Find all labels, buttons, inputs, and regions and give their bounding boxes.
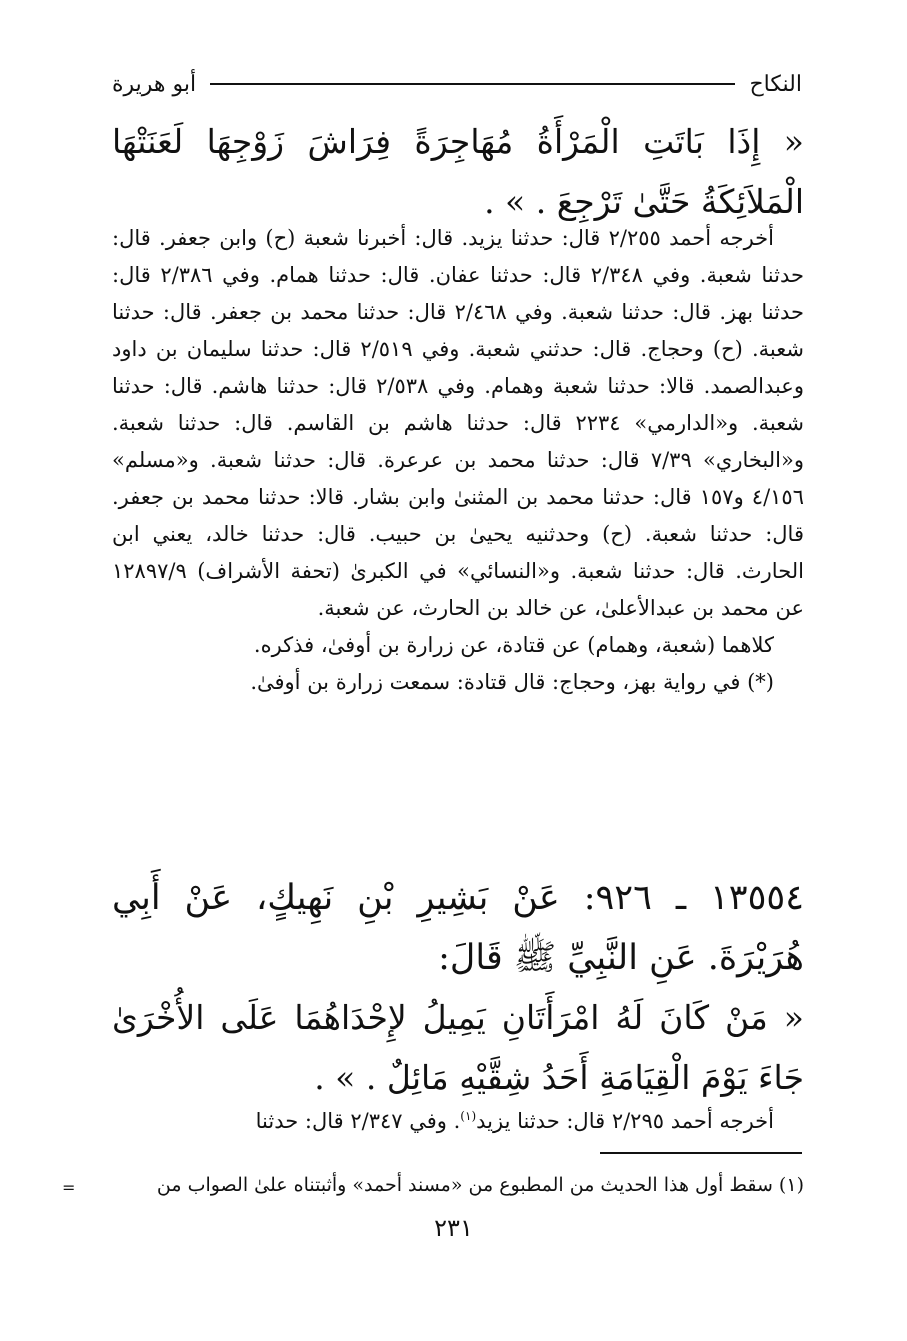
takhrij-1-both: كلاهما (شعبة، وهمام) عن قتادة، عن زرارة بن أوفىٰ، فذكره. [253,633,774,657]
takhrij-2 [112,1098,804,1140]
takhrij-1-body: أخرجه أحمد ٢/٢٥٥ قال: حدثنا يزيد. قال: أخبرنا شعبة (ح) وابن جعفر. قال: حدثنا شعبة. وفي ٢/٣٤٨ قال: حدثنا عفان. قال: حدثنا همام. وفي ٢/٣٨٦ قال: حدثنا بهز. قال: حدثنا شعبة. وفي ٢/٤٦٨ قال: حدثنا محمد بن جعفر. قال: حدثنا شعبة. (ح) وحجاج. قال: حدثني شعبة. وفي ٢/٥١٩ قال: حدثنا سليمان بن داود وعبدالصمد. قالا: حدثنا شعبة وهمام. وفي ٢/٥٣٨ قال: حدثنا هاشم. قال: حدثنا شعبة. و«الدارمي» ٢٢٣٤ قال: حدثنا هاشم بن القاسم. قال: حدثنا شعبة. و«البخاري» ٧/٣٩ قال: حدثنا محمد بن عرعرة. قال: حدثنا شعبة. و«مسلم» ٤/١٥٦ و١٥٧ قال: حدثنا محمد بن المثنىٰ وابن بشار. قالا: حدثنا محمد بن جعفر. قال: حدثنا شعبة. (ح) وحدثنيه يحيىٰ بن حبيب. قال: حدثنا خالد، يعني ابن الحارث. قال: حدثنا شعبة. و«النسائي» في الكبرىٰ (تحفة الأشراف) ١٢٨٩٧/٩ عن محمد بن عبدالأعلىٰ، عن خالد بن الحارث، عن شعبة. [112,226,804,620]
footnote: (١) سقط أول هذا الحديث من المطبوع من «مسند أحمد» وأثبتناه علىٰ الصواب من [156,1174,804,1196]
takhrij-2-start: أخرجه أحمد ٢/٢٩٥ قال: حدثنا يزيد [476,1109,774,1133]
takhrij-2-line [112,1098,804,1140]
continuation-mark: = [62,1178,76,1197]
hadith-text-2: « مَنْ كَانَ لَهُ امْرَأَتَانِ يَمِيلُ لإِحْدَاهُمَا عَلَى الأُخْرَىٰ جَاءَ يَوْمَ الْقِيَامَةِ أَحَدُ شِقَّيْهِ مَائِلٌ . » . [112,998,804,1097]
takhrij-1 [112,220,804,701]
running-header [112,64,802,104]
takhrij-2-end: . وفي ٢/٣٤٧ قال: حدثنا [255,1109,461,1133]
narrator-title: أبو هريرة [112,71,197,97]
page-number: ٢٣١ [434,1214,473,1242]
footnote-ref: (١) [460,1109,477,1123]
takhrij-1-note: (*) في رواية بهز، وحجاج: قال قتادة: سمعت زرارة بن أوفىٰ. [250,670,774,694]
hadith-text-1: « إِذَا بَاتَتِ الْمَرْأَةُ مُهَاجِرَةً فِرَاشَ زَوْجِهَا لَعَنَتْهَا الْمَلاَئِكَةُ حَتَّىٰ تَرْجِعَ . » . [112,122,804,221]
footnote-rule [600,1152,802,1154]
hadith-2-heading: ١٣٥٥٤ ـ ٩٢٦: عَنْ بَشِيرِ بْنِ نَهِيكٍ، عَنْ أَبِي هُرَيْرَةَ. عَنِ النَّبِيِّ ﷺ قَالَ: [112,878,804,978]
header-rule [210,83,735,85]
chapter-title: النكاح [749,71,802,97]
